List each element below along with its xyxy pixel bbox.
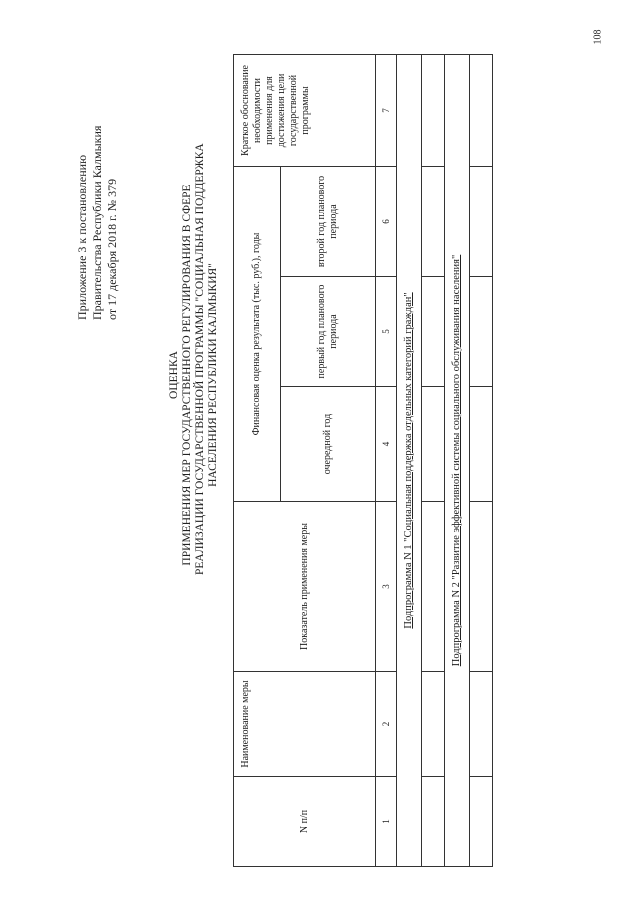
table-row	[422, 54, 445, 866]
header-current-year: очередной год	[281, 387, 376, 502]
title-line: ОЦЕНКА	[168, 351, 180, 399]
header-name: Наименование меры	[234, 672, 376, 777]
assessment-table	[233, 54, 493, 867]
column-number: 7	[376, 54, 397, 166]
table-cell	[470, 777, 493, 867]
column-number: 6	[376, 166, 397, 276]
appendix-line: Приложение 3 к постановлению	[75, 154, 89, 320]
subprogram-title: Подпрограмма N 2 "Развитие эффективной системы социального обслуживания населения"	[445, 54, 470, 866]
column-number: 2	[376, 672, 397, 777]
column-number: 5	[376, 277, 397, 387]
subprogram-row	[445, 54, 470, 866]
title-line: РЕАЛИЗАЦИИ ГОСУДАРСТВЕННОЙ ПРОГРАММЫ "СОЦИАЛЬНАЯ ПОДДЕРЖКА	[194, 143, 206, 575]
column-number-row	[376, 54, 397, 866]
header-num: N п/п	[234, 777, 376, 867]
header-financial: Финансовая оценка результата (тыс. руб.), годы	[234, 166, 281, 501]
table-cell	[422, 54, 445, 166]
table-cell	[422, 777, 445, 867]
header-second-plan-year: второй год планового периода	[281, 166, 376, 276]
table-cell	[422, 166, 445, 276]
appendix-line: от 17 декабря 2018 г. № 379	[105, 178, 119, 320]
table-cell	[470, 277, 493, 387]
table-cell	[470, 54, 493, 166]
column-number: 3	[376, 502, 397, 672]
table-cell	[470, 166, 493, 276]
appendix-note	[75, 40, 120, 320]
header-row	[234, 54, 281, 866]
appendix-line: Правительства Республики Калмыкия	[90, 125, 104, 320]
subprogram-row	[397, 54, 422, 866]
table-cell	[422, 672, 445, 777]
table-cell	[470, 502, 493, 672]
table-row	[470, 54, 493, 866]
header-justification: Краткое обоснование необходимости применения для достижения цели государственной программы	[234, 54, 376, 166]
document-title	[168, 143, 220, 575]
table-cell	[422, 387, 445, 502]
column-number: 4	[376, 387, 397, 502]
table-cell	[470, 387, 493, 502]
title-line: НАСЕЛЕНИЯ РЕСПУБЛИКИ КАЛМЫКИЯ"	[207, 263, 219, 487]
column-number: 1	[376, 777, 397, 867]
table-cell	[470, 672, 493, 777]
subprogram-title: Подпрограмма N 1 "Социальная поддержка отдельных категорий граждан"	[397, 54, 422, 866]
header-first-plan-year: первый год планового периода	[281, 277, 376, 387]
table-cell	[422, 277, 445, 387]
page-number: 108	[592, 29, 604, 45]
header-indicator: Показатель применения меры	[234, 502, 376, 672]
title-line: ПРИМЕНЕНИЯ МЕР ГОСУДАРСТВЕННОГО РЕГУЛИРОВАНИЯ В СФЕРЕ	[181, 184, 193, 566]
table-cell	[422, 502, 445, 672]
